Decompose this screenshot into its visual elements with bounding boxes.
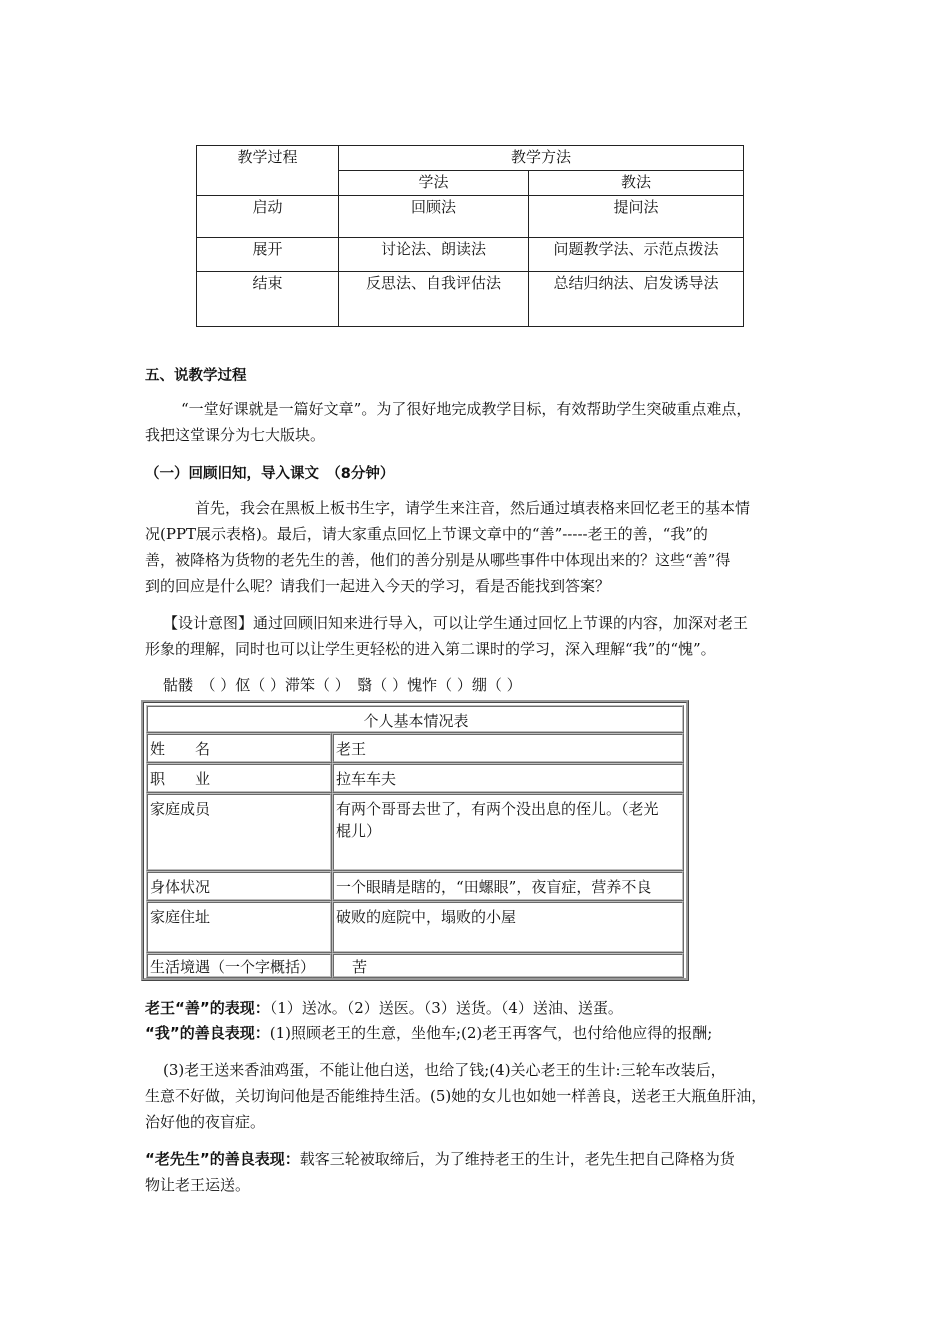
paragraph-line: 首先，我会在黑板上板书生字，请学生来注音，然后通过填表格来回忆老王的基本情 (195, 499, 751, 517)
paragraph-line: 况(PPT展示表格)。最后，请大家重点回忆上节课文章中的“善”-----老王的善，“我”的 (145, 525, 708, 543)
row-label: 身体状况 (146, 871, 332, 901)
stage-cell: 结束 (197, 272, 339, 327)
row-value: 拉车车夫 (332, 763, 684, 793)
me-kindness-text: (1)照顾老王的生意，坐他车;(2)老王再客气，也付给他应得的报酬; (269, 1024, 713, 1042)
paragraph-line: 善，被降格为货物的老先生的善，他们的善分别是从哪些事件中体现出来的？这些“善”得 (145, 551, 731, 569)
learn-cell: 讨论法、朗读法 (339, 238, 529, 272)
row-value-line: 有两个哥哥去世了，有两个没出息的侄儿。（老光 (336, 800, 659, 818)
laowang-kindness-label: 老王“善”的表现： (145, 999, 270, 1017)
row-value-line: 棍儿） (336, 822, 382, 840)
row-value: 一个眼睛是瞎的，“田螺眼”，夜盲症，营养不良 (332, 871, 684, 901)
header-teach: 教法 (529, 171, 744, 196)
header-methods: 教学方法 (339, 146, 744, 171)
me-kindness-line: 生意不好做，关切询问他是否能维持生活。(5)她的女儿也如她一样善良，送老王大瓶鱼肝油， (145, 1087, 767, 1105)
me-kindness-line: (3)老王送来香油鸡蛋，不能让他白送，也给了钱;(4)关心老王的生计:三轮车改装后， (163, 1061, 726, 1079)
row-label: 姓 名 (146, 733, 332, 763)
old-gentleman-line: 物让老王运送。 (145, 1176, 251, 1194)
row-value (332, 793, 684, 871)
personal-info-table (141, 700, 689, 981)
teach-cell: 总结归纳法、启发诱导法 (529, 272, 744, 327)
table-row (197, 272, 744, 327)
table-row (197, 238, 744, 272)
intro-line: “一堂好课就是一篇好文章”。为了很好地完成教学目标，有效帮助学生突破重点难点， (181, 400, 752, 418)
row-label: 家庭成员 (146, 793, 332, 871)
teaching-methods-table (196, 145, 744, 327)
stage-cell: 启动 (197, 196, 339, 238)
teach-cell: 问题教学法、示范点拨法 (529, 238, 744, 272)
row-label: 家庭住址 (146, 901, 332, 953)
me-kindness-label: “我”的善良表现： (145, 1024, 270, 1042)
info-table-title: 个人基本情况表 (146, 705, 684, 733)
learn-cell: 回顾法 (339, 196, 529, 238)
paragraph-line: 到的回应是什么呢？请我们一起进入今天的学习，看是否能找到答案？ (145, 577, 611, 595)
teach-cell: 提问法 (529, 196, 744, 238)
header-process: 教学过程 (197, 146, 339, 196)
section-heading: 五、说教学过程 (145, 368, 247, 384)
design-intent-line: 形象的理解，同时也可以让学生更轻松的进入第二课时的学习，深入理解“我”的“愧”。 (145, 640, 716, 658)
stage-cell: 展开 (197, 238, 339, 272)
table-row (197, 196, 744, 238)
row-value: 苦 (332, 953, 684, 978)
me-kindness-line (145, 1021, 712, 1046)
design-intent-line: 【设计意图】通过回顾旧知来进行导入，可以让学生通过回忆上节课的内容，加深对老王 (163, 614, 749, 632)
old-gentleman-line (145, 1147, 735, 1172)
intro-line: 我把这堂课分为七大版块。 (145, 426, 326, 444)
row-label: 生活境遇（一个字概括） (146, 953, 332, 978)
part-heading: （一）回顾旧知，导入课文 （8分钟） (145, 466, 395, 482)
me-kindness-line: 治好他的夜盲症。 (145, 1113, 266, 1131)
laowang-kindness-text: （1）送冰。（2）送医。（3）送货。（4）送油、送蛋。 (269, 999, 623, 1017)
row-value: 老王 (332, 733, 684, 763)
vocabulary-line: 骷髅 （ ）伛（ ）滞笨（ ） 翳（ ）愧怍（ ）绷（ ） (163, 676, 522, 694)
learn-cell: 反思法、自我评估法 (339, 272, 529, 327)
row-label: 职 业 (146, 763, 332, 793)
old-gentleman-text: 载客三轮被取缔后，为了维持老王的生计，老先生把自己降格为货 (299, 1150, 735, 1168)
header-learn: 学法 (339, 171, 529, 196)
row-value: 破败的庭院中，塌败的小屋 (332, 901, 684, 953)
laowang-kindness-line (145, 996, 623, 1021)
old-gentleman-label: “老先生”的善良表现： (145, 1150, 300, 1168)
